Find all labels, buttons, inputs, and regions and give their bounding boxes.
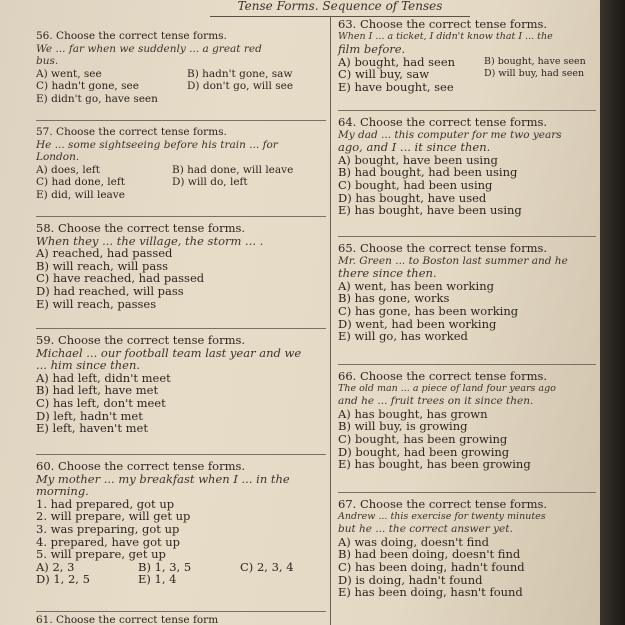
question-stem: When I ... a ticket, I didn't know that I ... the [338, 30, 553, 42]
question-stem: Mr. Green ... to Boston last summer and he [338, 254, 568, 267]
option-a: A) 2, 3 [36, 559, 75, 574]
option-d: D) left, hadn't met [36, 408, 143, 423]
option-b: B) had left, have met [36, 383, 159, 398]
question-66 [338, 370, 596, 471]
option-a: A) has bought, has grown [338, 406, 488, 421]
question-stem: there since then. [338, 266, 437, 281]
question-stem: My mother ... my breakfast when I ... in the [36, 471, 290, 486]
question-title: 64. Choose the correct tense forms. [338, 115, 548, 129]
question-separator [338, 110, 596, 111]
numbered-item: 2. will prepare, will get up [36, 509, 191, 524]
option-c: C) has left, don't meet [36, 395, 166, 410]
option-e: E) has bought, has been growing [338, 457, 531, 472]
question-separator [338, 236, 596, 237]
option-b: B) 1, 3, 5 [138, 559, 192, 574]
option-b: B) hadn't gone, saw [187, 67, 293, 80]
question-stem: ... him since then. [36, 358, 141, 373]
option-c: C) bought, had been using [338, 177, 493, 192]
question-67 [338, 498, 596, 599]
option-d: D) went, had been working [338, 316, 497, 331]
question-title: 57. Choose the correct tense forms. [36, 126, 227, 138]
question-stem: We ... far when we suddenly ... a great red [36, 42, 262, 55]
question-stem: and he ... fruit trees on it since then. [338, 395, 534, 408]
option-e: E) did, will leave [36, 188, 125, 201]
option-c: C) have reached, had passed [36, 271, 205, 286]
question-stem: Andrew ... this exercise for twenty minutes [338, 510, 546, 522]
running-header: Tense Forms. Sequence of Tenses [210, 0, 470, 17]
option-e: E) will go, has worked [338, 329, 468, 344]
question-57 [36, 126, 326, 202]
question-stem: film before. [338, 42, 406, 57]
option-b: B) had been doing, doesn't find [338, 547, 521, 562]
question-title: 59. Choose the correct tense forms. [36, 333, 246, 347]
option-b: B) will reach, will pass [36, 258, 168, 273]
numbered-item: 5. will prepare, get up [36, 547, 166, 562]
option-c: C) has been doing, hadn't found [338, 559, 525, 574]
question-stem: but he ... the correct answer yet. [338, 523, 513, 536]
question-stem: bus. [36, 55, 59, 68]
numbered-item: 1. had prepared, got up [36, 496, 175, 511]
page-edge-shadow [600, 0, 625, 625]
option-a: A) bought, had seen [338, 54, 456, 69]
question-separator [338, 364, 596, 365]
question-separator [36, 611, 326, 612]
option-a: A) reached, had passed [36, 246, 173, 261]
question-separator [36, 454, 326, 455]
question-title: 56. Choose the correct tense forms. [36, 30, 227, 42]
question-stem: The old man ... a piece of land four years ago [338, 382, 556, 394]
question-separator [36, 328, 326, 329]
question-stem: Michael ... our football team last year and we [36, 345, 302, 360]
option-e: E) has been doing, hasn't found [338, 585, 523, 600]
numbered-item: 3. was preparing, got up [36, 521, 180, 536]
option-e: E) left, haven't met [36, 421, 148, 436]
question-63 [338, 18, 596, 94]
question-title: 63. Choose the correct tense forms. [338, 17, 548, 31]
question-60 [36, 460, 326, 586]
question-separator [36, 216, 326, 217]
option-d: D) bought, had been growing [338, 444, 510, 459]
option-e: E) will reach, passes [36, 296, 157, 311]
option-d: D) has bought, have used [338, 190, 487, 205]
question-56 [36, 30, 326, 106]
question-stem: London. [36, 151, 80, 164]
option-e: E) have bought, see [338, 79, 454, 94]
question-64 [338, 116, 596, 217]
question-title: 65. Choose the correct tense forms. [338, 241, 548, 255]
question-65 [338, 242, 596, 343]
question-separator [338, 492, 596, 493]
numbered-item: 4. prepared, have got up [36, 534, 181, 549]
option-c: C) has gone, has been working [338, 303, 519, 318]
option-d: D) will buy, had seen [484, 68, 585, 80]
question-title: 60. Choose the correct tense forms. [36, 459, 246, 473]
question-stem: My dad ... this computer for me two years [338, 128, 562, 141]
question-stem: When they ... the village, the storm ... . [36, 233, 264, 248]
question-stem: morning. [36, 484, 89, 499]
option-d: D) had reached, will pass [36, 283, 184, 298]
option-c: C) will buy, saw [338, 67, 430, 82]
option-e: E) 1, 4 [138, 572, 177, 587]
question-title: 61. Choose the correct tense form [36, 614, 219, 625]
column-divider [330, 16, 331, 625]
option-c: C) hadn't gone, see [36, 80, 139, 93]
question-title: 58. Choose the correct tense forms. [36, 221, 246, 235]
option-c: C) 2, 3, 4 [240, 559, 294, 574]
option-d: D) don't go, will see [187, 80, 294, 93]
question-59 [36, 334, 326, 435]
option-d: D) is doing, hadn't found [338, 572, 483, 587]
question-58 [36, 222, 326, 310]
option-a: A) bought, have been using [338, 152, 498, 167]
option-a: A) does, left [36, 163, 101, 176]
option-b: B) bought, have seen [484, 55, 586, 67]
option-a: A) was doing, doesn't find [338, 534, 490, 549]
option-b: B) had done, will leave [172, 163, 294, 176]
option-e: E) has bought, have been using [338, 203, 522, 218]
question-stem: He ... some sightseeing before his train ... for [36, 138, 278, 151]
option-c: C) bought, has been growing [338, 431, 508, 446]
question-separator [36, 120, 326, 121]
option-e: E) didn't go, have seen [36, 92, 158, 105]
option-b: B) will buy, is growing [338, 419, 468, 434]
option-b: B) has gone, works [338, 291, 450, 306]
question-61 [36, 614, 326, 625]
option-c: C) had done, left [36, 176, 125, 189]
question-title: 66. Choose the correct tense forms. [338, 369, 548, 383]
option-d: D) will do, left [172, 176, 248, 189]
option-d: D) 1, 2, 5 [36, 572, 90, 587]
option-b: B) had bought, had been using [338, 165, 518, 180]
question-stem: ago, and I ... it since then. [338, 140, 491, 155]
question-title: 67. Choose the correct tense forms. [338, 497, 548, 511]
option-a: A) went, has been working [338, 278, 494, 293]
option-a: A) went, see [36, 67, 102, 80]
option-a: A) had left, didn't meet [36, 370, 171, 385]
